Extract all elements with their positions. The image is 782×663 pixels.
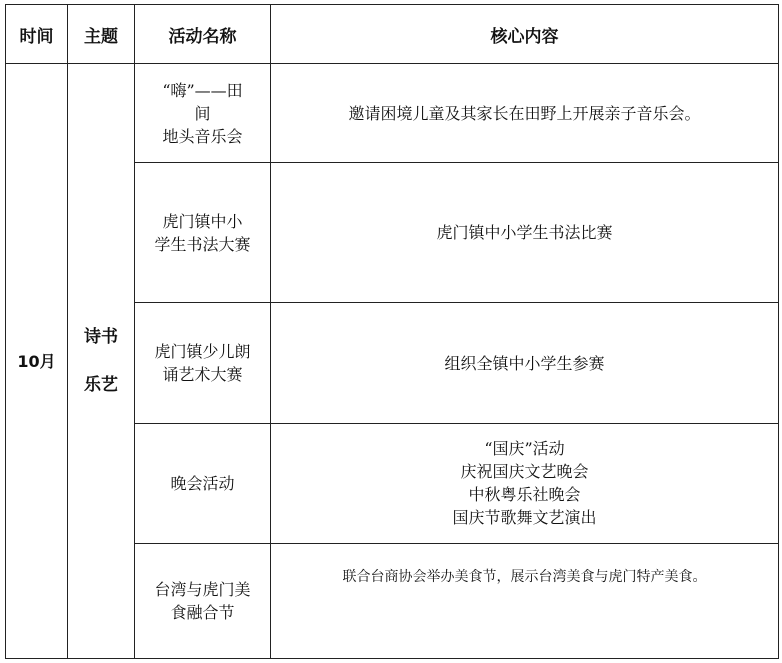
content-line: 邀请困境儿童及其家长在田野上开展亲子音乐会。 [348, 103, 701, 123]
content-line: 联合台商协会举办美食节，展示台湾美食与虎门特产美食。 [342, 568, 707, 585]
content-cell [271, 163, 779, 302]
activity-name-line: 虎门镇中小 [162, 211, 243, 231]
activity-name-line: 地头音乐会 [162, 126, 243, 146]
time-cell: 10月 [6, 64, 68, 659]
content-line: 国庆节歌舞文艺演出 [452, 508, 597, 528]
content-line: 庆祝国庆文艺晚会 [460, 462, 589, 482]
activity-table [5, 4, 779, 659]
activity-name-cell [135, 543, 271, 658]
activity-name-line: 食融合节 [170, 602, 235, 622]
content-cell [271, 424, 779, 543]
theme-cell [68, 64, 135, 659]
activity-name-line: 晚会活动 [170, 473, 235, 493]
content-cell [271, 543, 779, 658]
theme-line: 诗书 [84, 327, 118, 348]
header-content: 核心内容 [271, 5, 779, 64]
content-line: 虎门镇中小学生书法比赛 [436, 223, 613, 243]
activity-name-cell [135, 64, 271, 163]
activity-name-line: 台湾与虎门美 [154, 579, 251, 599]
header-row [6, 5, 779, 64]
content-line: “国庆”活动 [484, 439, 565, 459]
content-cell [271, 302, 779, 423]
content-line: 组织全镇中小学生参赛 [444, 353, 605, 373]
activity-name-cell [135, 163, 271, 302]
header-time: 时间 [6, 5, 68, 64]
activity-name-cell [135, 424, 271, 543]
activity-name-line: “嗨”——田 [162, 80, 243, 100]
content-line: 中秋粤乐社晚会 [468, 485, 581, 505]
content-cell [271, 64, 779, 163]
activity-name-cell [135, 302, 271, 423]
activity-name-line: 间 [194, 103, 211, 123]
theme-line: 乐艺 [84, 375, 118, 396]
header-theme: 主题 [68, 5, 135, 64]
activity-name-line: 虎门镇少儿朗 [154, 342, 251, 362]
activity-name-line: 诵艺术大赛 [162, 365, 243, 385]
activity-name-line: 学生书法大赛 [154, 234, 251, 254]
table-row [6, 64, 779, 163]
header-activity: 活动名称 [135, 5, 271, 64]
